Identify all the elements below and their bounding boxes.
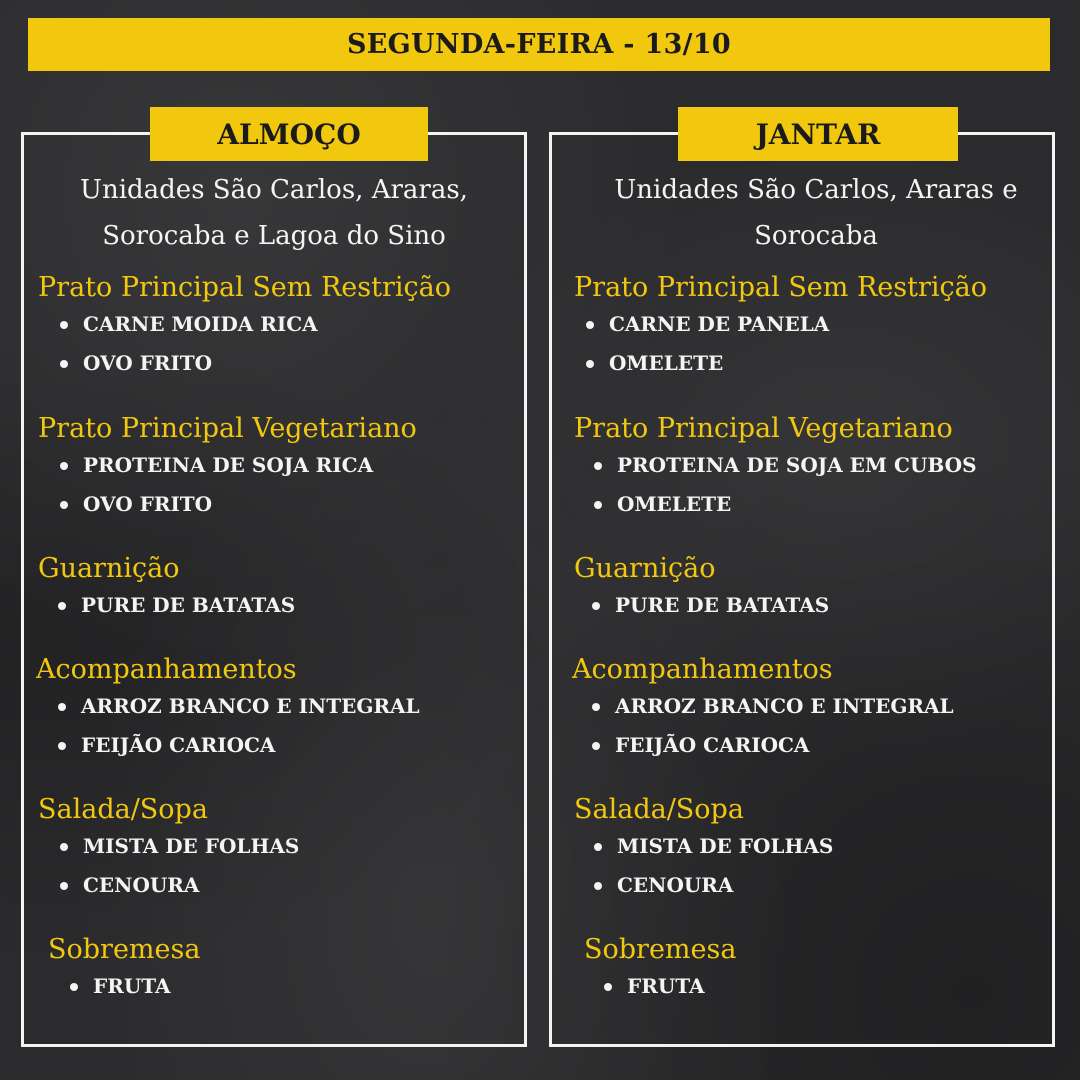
menu-item-label: MISTA DE FOLHAS	[617, 834, 834, 858]
menu-item-label: CARNE DE PANELA	[609, 312, 830, 336]
dinner-panel	[549, 117, 1055, 1047]
menu-item-label: FEIJÃO CARIOCA	[615, 733, 810, 757]
menu-item-label: PURE DE BATATAS	[81, 593, 296, 617]
menu-item-label: PURE DE BATATAS	[615, 593, 830, 617]
section-title: Prato Principal Vegetariano	[38, 413, 417, 444]
menu-item	[60, 866, 518, 905]
lunch-section-side	[38, 552, 518, 625]
lunch-units-line: Sorocaba e Lagoa do Sino	[102, 221, 446, 251]
lunch-units	[24, 167, 524, 259]
dinner-section-salad	[574, 793, 1046, 905]
bullet-icon	[58, 742, 66, 750]
menu-item-label: CARNE MOIDA RICA	[83, 312, 318, 336]
bullet-icon	[60, 462, 68, 470]
menu-item	[70, 967, 518, 1006]
menu-item	[60, 827, 518, 866]
menu-item-label: PROTEINA DE SOJA EM CUBOS	[617, 453, 977, 477]
bullet-icon	[586, 321, 594, 329]
menu-item-label: PROTEINA DE SOJA RICA	[83, 453, 374, 477]
menu-item-label: CENOURA	[617, 873, 734, 897]
menu-item-label: MISTA DE FOLHAS	[83, 834, 300, 858]
menu-item	[58, 586, 518, 625]
lunch-section-main	[38, 271, 518, 383]
menu-item	[586, 344, 1046, 383]
lunch-section-salad	[38, 793, 518, 905]
section-title: Salada/Sopa	[574, 794, 744, 825]
menu-item	[594, 866, 1046, 905]
section-title: Salada/Sopa	[38, 794, 208, 825]
lunch-section-vegetarian	[38, 412, 518, 524]
bullet-icon	[592, 742, 600, 750]
menu-item	[60, 305, 518, 344]
bullet-icon	[60, 360, 68, 368]
menu-item	[60, 344, 518, 383]
bullet-icon	[60, 843, 68, 851]
menu-item	[592, 586, 1046, 625]
menu-item-label: OVO FRITO	[83, 351, 213, 375]
menu-item	[594, 827, 1046, 866]
bullet-icon	[594, 462, 602, 470]
bullet-icon	[60, 882, 68, 890]
section-title: Prato Principal Sem Restrição	[38, 272, 452, 303]
menu-item-label: FRUTA	[93, 974, 171, 998]
bullet-icon	[604, 983, 612, 991]
lunch-title: ALMOÇO	[150, 107, 428, 161]
bullet-icon	[58, 703, 66, 711]
dinner-units-line: Unidades São Carlos, Araras e	[614, 175, 1018, 205]
section-title: Sobremesa	[584, 934, 737, 965]
menu-item	[586, 305, 1046, 344]
menu-item-label: ARROZ BRANCO E INTEGRAL	[81, 694, 420, 718]
dinner-units	[566, 167, 1066, 259]
lunch-section-dessert	[48, 933, 518, 1006]
menu-item	[60, 485, 518, 524]
dinner-title: JANTAR	[678, 107, 958, 161]
menu-item-label: ARROZ BRANCO E INTEGRAL	[615, 694, 954, 718]
bullet-icon	[594, 882, 602, 890]
bullet-icon	[594, 843, 602, 851]
menu-item-label: OMELETE	[609, 351, 724, 375]
section-title: Acompanhamentos	[572, 654, 833, 685]
section-title: Prato Principal Vegetariano	[574, 413, 953, 444]
bullet-icon	[60, 321, 68, 329]
section-title: Acompanhamentos	[36, 654, 297, 685]
lunch-panel	[21, 117, 527, 1047]
dinner-section-vegetarian	[574, 412, 1046, 524]
menu-item	[58, 687, 518, 726]
bullet-icon	[592, 703, 600, 711]
menu-item	[592, 726, 1046, 765]
menu-item-label: OVO FRITO	[83, 492, 213, 516]
lunch-section-accompaniments	[36, 653, 518, 765]
menu-item-label: OMELETE	[617, 492, 732, 516]
section-title: Prato Principal Sem Restrição	[574, 272, 988, 303]
lunch-units-line: Unidades São Carlos, Araras,	[80, 175, 468, 205]
dinner-section-main	[574, 271, 1046, 383]
bullet-icon	[70, 983, 78, 991]
dinner-section-side	[574, 552, 1046, 625]
dinner-section-accompaniments	[572, 653, 1046, 765]
menu-item	[594, 485, 1046, 524]
menu-item	[60, 446, 518, 485]
menu-item	[594, 446, 1046, 485]
bullet-icon	[586, 360, 594, 368]
section-title: Guarnição	[38, 553, 180, 584]
bullet-icon	[594, 501, 602, 509]
bullet-icon	[592, 602, 600, 610]
menu-item	[592, 687, 1046, 726]
section-title: Guarnição	[574, 553, 716, 584]
menu-item-label: FRUTA	[627, 974, 705, 998]
menu-item	[604, 967, 1046, 1006]
dinner-units-line: Sorocaba	[754, 221, 878, 251]
bullet-icon	[60, 501, 68, 509]
menu-item-label: FEIJÃO CARIOCA	[81, 733, 276, 757]
menu-item-label: CENOURA	[83, 873, 200, 897]
section-title: Sobremesa	[48, 934, 201, 965]
menu-item	[58, 726, 518, 765]
bullet-icon	[58, 602, 66, 610]
dinner-section-dessert	[584, 933, 1046, 1006]
date-banner: SEGUNDA-FEIRA - 13/10	[28, 18, 1050, 71]
